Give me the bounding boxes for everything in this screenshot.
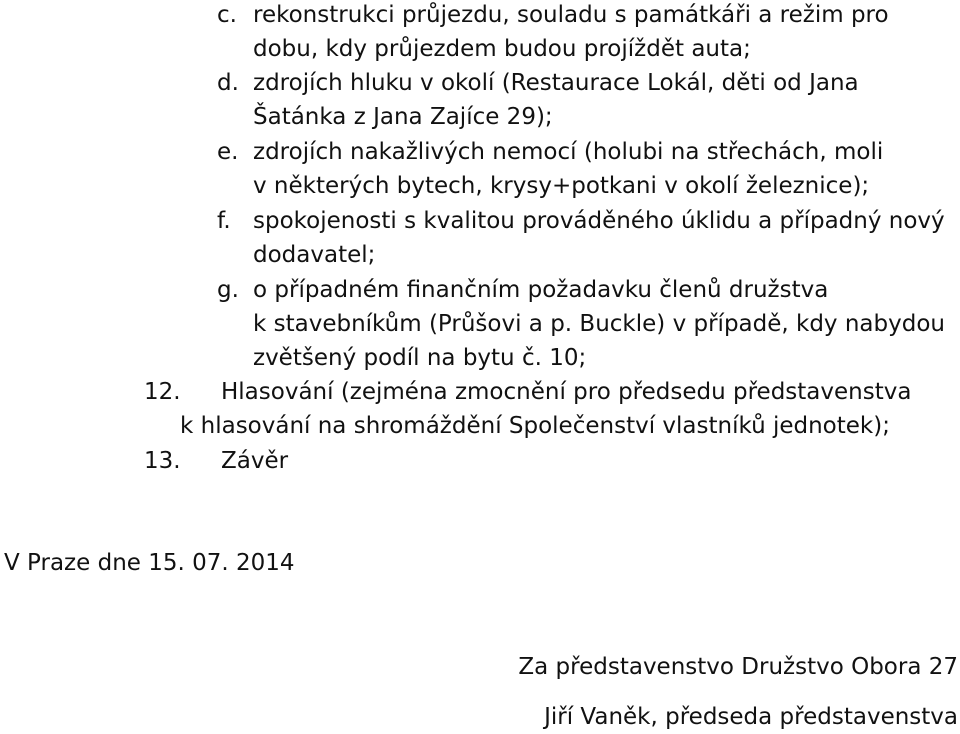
agenda-number: 12. — [144, 379, 181, 405]
list-marker: e. — [217, 139, 239, 165]
agenda-item-text: Hlasování (zejména zmocnění pro předsedu představenstva — [221, 379, 912, 405]
list-item-text: dobu, kdy průjezdem budou projíždět auta; — [253, 36, 751, 62]
list-item-text: zvětšený podíl na bytu č. 10; — [253, 345, 587, 371]
agenda-item-text: Závěr — [221, 448, 289, 474]
list-marker: c. — [217, 2, 237, 28]
list-item-text: o případném finančním požadavku členů družstva — [253, 277, 829, 303]
signature-org: Za představenstvo Družstvo Obora 27 — [518, 654, 958, 680]
agenda-item-text: k hlasování na shromáždění Společenství vlastníků jednotek); — [180, 413, 890, 439]
list-item-text: zdrojích nakažlivých nemocí (holubi na střechách, moli — [253, 139, 884, 165]
date-line: V Praze dne 15. 07. 2014 — [4, 550, 295, 576]
list-item-text: dodavatel; — [253, 242, 376, 268]
list-item-text: spokojenosti s kvalitou prováděného úklidu a případný nový — [253, 208, 945, 234]
list-item-text: zdrojích hluku v okolí (Restaurace Lokál, děti od Jana — [253, 70, 859, 96]
list-item-text: v některých bytech, krysy+potkani v okolí železnice); — [253, 173, 870, 199]
list-marker: f. — [217, 208, 231, 234]
signature-name: Jiří Vaněk, předseda představenstva — [544, 704, 958, 730]
agenda-number: 13. — [144, 448, 181, 474]
list-marker: g. — [217, 277, 239, 303]
list-item-text: k stavebníkům (Průšovi a p. Buckle) v případě, kdy nabydou — [253, 311, 945, 337]
list-item-text: rekonstrukci průjezdu, souladu s památkáři a režim pro — [253, 2, 889, 28]
list-item-text: Šatánka z Jana Zajíce 29); — [253, 104, 553, 130]
list-marker: d. — [217, 70, 239, 96]
